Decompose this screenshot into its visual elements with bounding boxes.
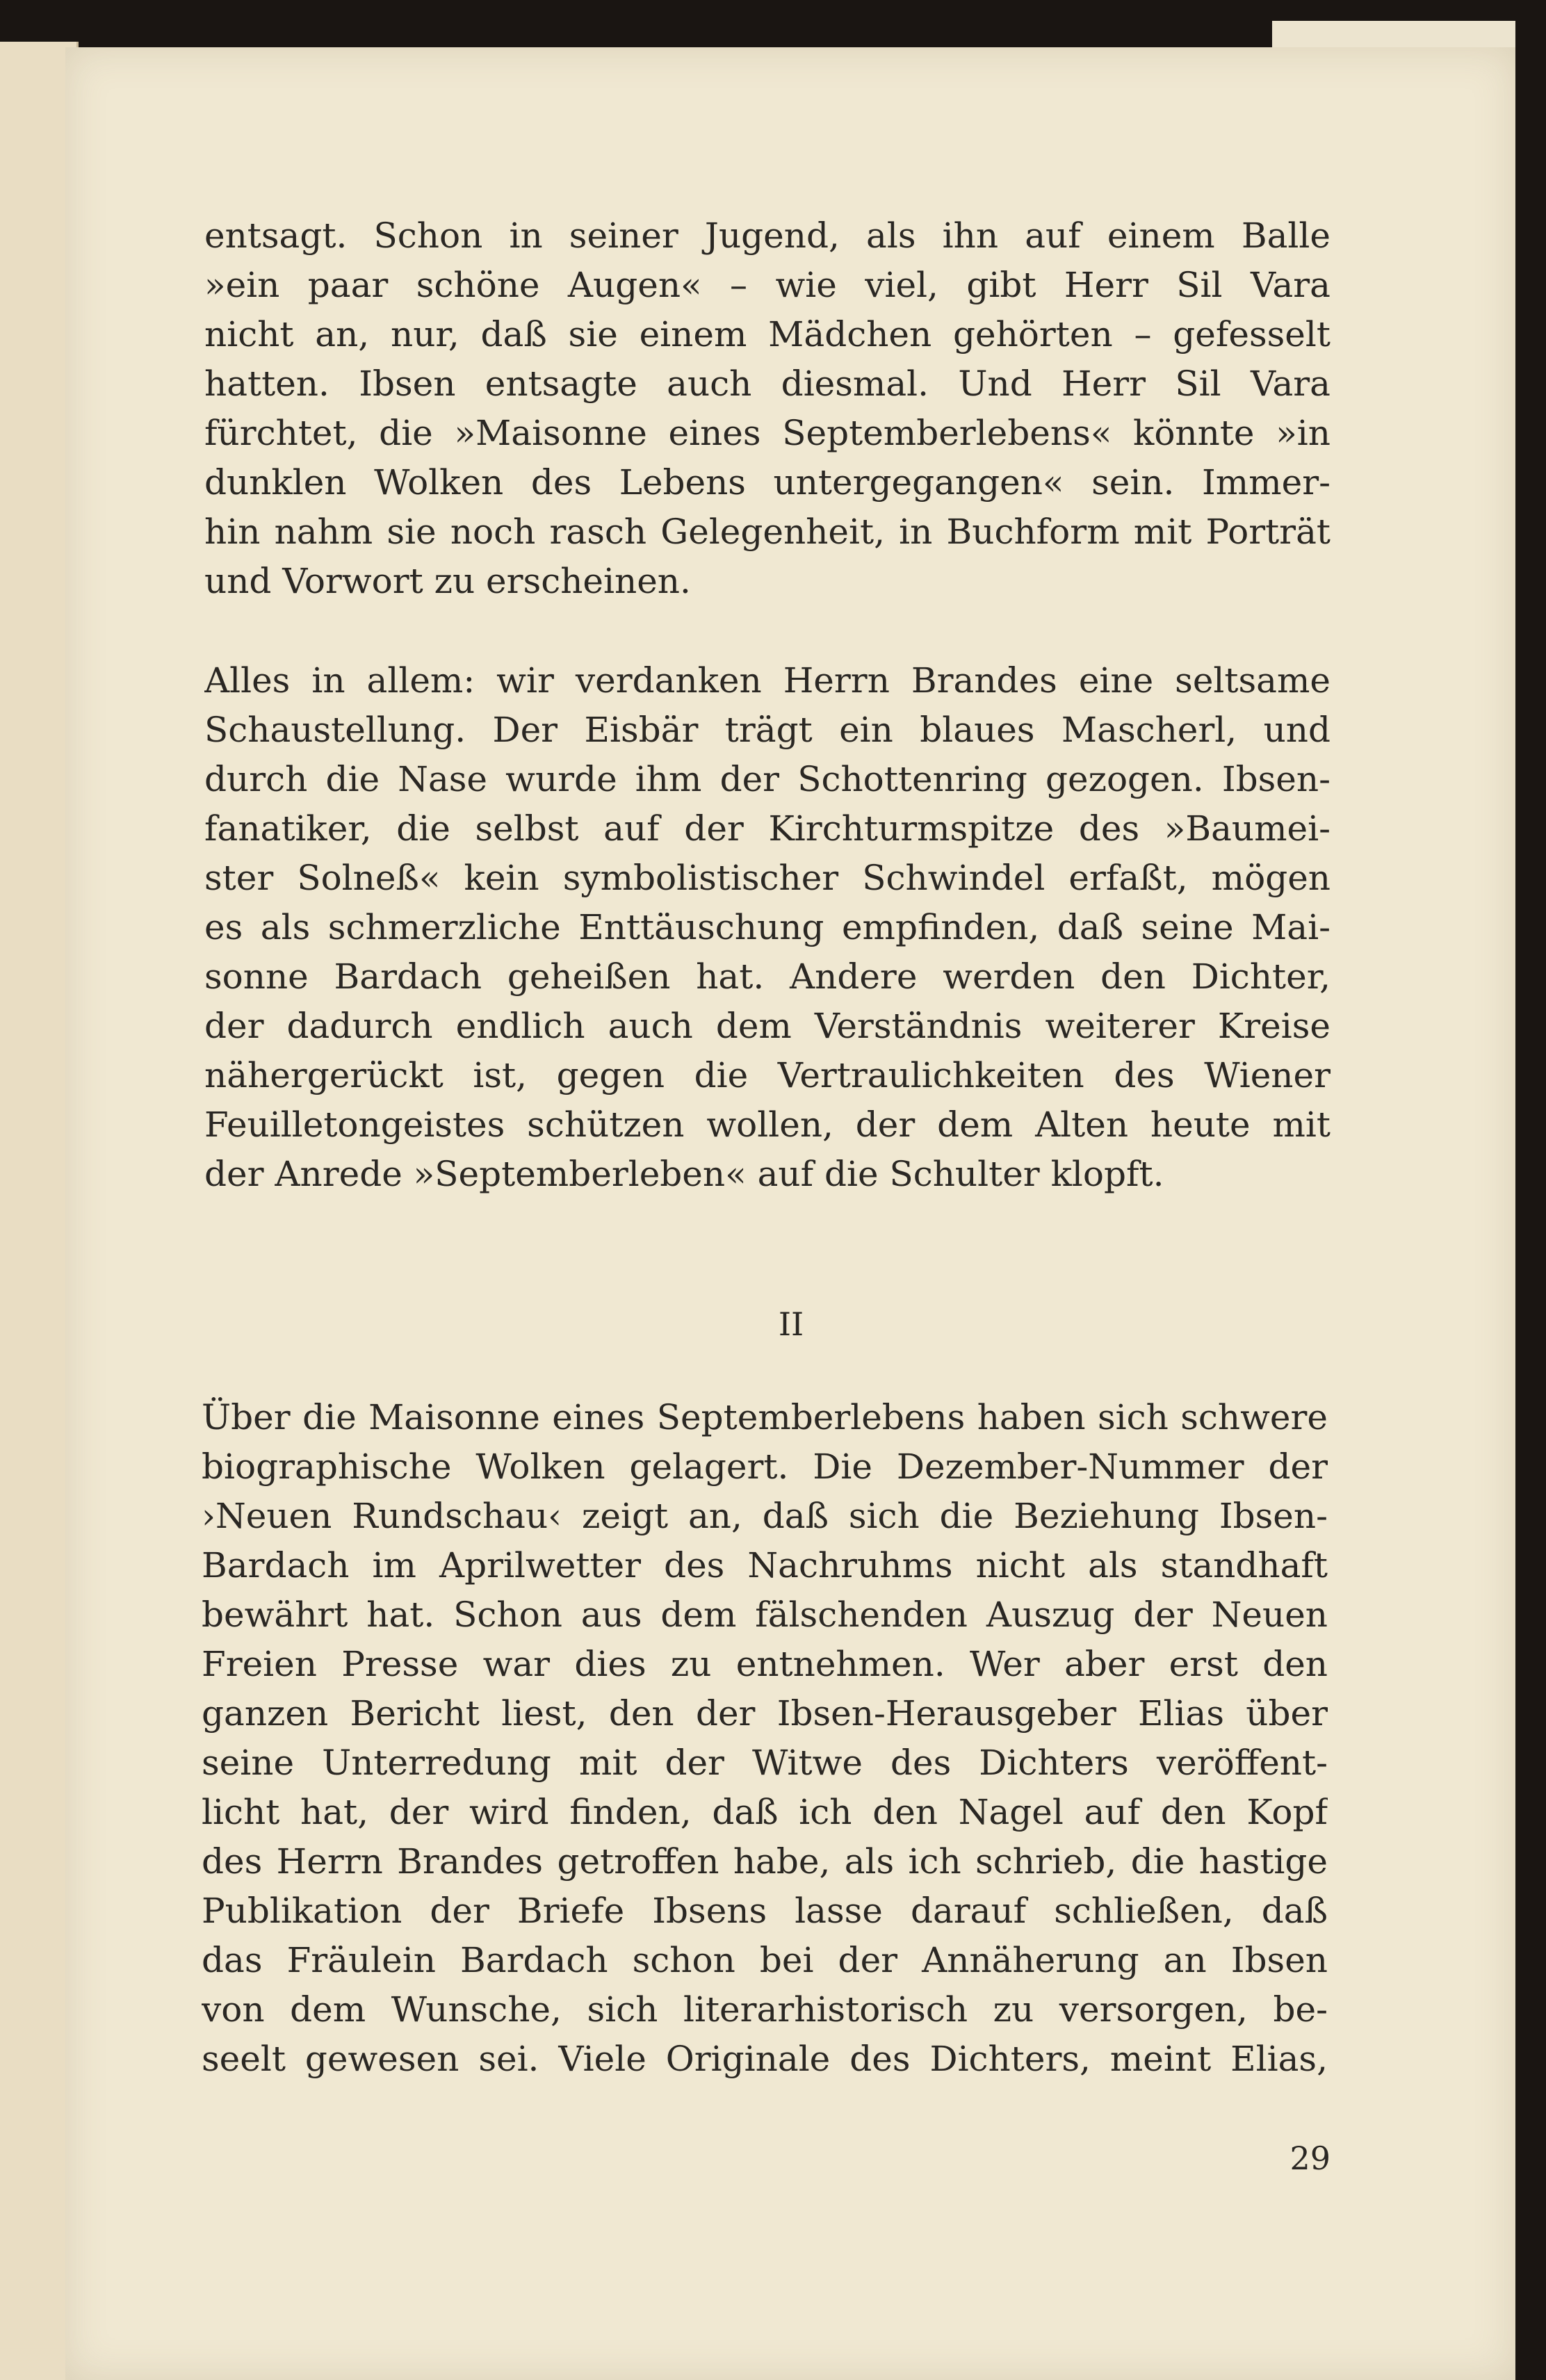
text-line: des Herrn Brandes getroffen habe, als ich schrieb, die hastige: [202, 1841, 1328, 1882]
text-line: dunklen Wolken des Lebens untergegangen« sein. Immer-: [204, 462, 1331, 503]
text-line: Alles in allem: wir verdanken Herrn Brandes eine seltsame: [204, 660, 1331, 701]
text-line: »ein paar schöne Augen« – wie viel, gibt Herr Sil Vara: [204, 265, 1331, 305]
text-line: Freien Presse war dies zu entnehmen. Wer aber erst den: [202, 1644, 1328, 1684]
paragraph-3: [202, 1393, 1328, 2084]
paragraph-1: [204, 211, 1331, 606]
text-line: Bardach im Aprilwetter des Nachruhms nicht als standhaft: [202, 1545, 1328, 1586]
text-line: hin nahm sie noch rasch Gelegenheit, in Buchform mit Porträt: [204, 512, 1331, 552]
text-line: Schaustellung. Der Eisbär trägt ein blaues Mascherl, und: [204, 710, 1331, 750]
section-heading: II: [778, 1305, 804, 1343]
text-line: von dem Wunsche, sich literarhistorisch zu versorgen, be-: [202, 1989, 1328, 2030]
text-line: Feuilletongeistes schützen wollen, der dem Alten heute mit: [204, 1105, 1331, 1145]
text-line: der Anrede »Septemberleben« auf die Schulter klopft.: [204, 1154, 1164, 1194]
text-line: das Fräulein Bardach schon bei der Annäherung an Ibsen: [202, 1940, 1328, 1980]
text-line: seine Unterredung mit der Witwe des Dichters veröffent-: [202, 1743, 1328, 1783]
text-line: biographische Wolken gelagert. Die Dezember-Nummer der: [202, 1446, 1328, 1487]
text-line: hatten. Ibsen entsagte auch diesmal. Und Herr Sil Vara: [204, 364, 1331, 404]
text-line: ster Solneß« kein symbolistischer Schwindel erfaßt, mögen: [204, 858, 1331, 898]
text-line: nicht an, nur, daß sie einem Mädchen gehörten – gefesselt: [204, 314, 1331, 354]
text-line: entsagt. Schon in seiner Jugend, als ihn auf einem Balle: [204, 215, 1331, 256]
text-line: ›Neuen Rundschau‹ zeigt an, daß sich die Beziehung Ibsen-: [202, 1496, 1328, 1536]
text-line: Über die Maisonne eines Septemberlebens haben sich schwere: [202, 1397, 1328, 1437]
text-line: es als schmerzliche Enttäuschung empfinden, daß seine Mai-: [204, 907, 1331, 947]
text-line: seelt gewesen sei. Viele Originale des Dichters, meint Elias,: [202, 2039, 1328, 2079]
text-line: nähergerückt ist, gegen die Vertraulichkeiten des Wiener: [204, 1055, 1331, 1095]
page-number: 29: [1289, 2139, 1331, 2177]
text-line: fanatiker, die selbst auf der Kirchturmspitze des »Baumei-: [204, 808, 1331, 849]
text-line: ganzen Bericht liest, den der Ibsen-Herausgeber Elias über: [202, 1693, 1328, 1734]
text-line: der dadurch endlich auch dem Verständnis weiterer Kreise: [204, 1006, 1331, 1046]
text-line: fürchtet, die »Maisonne eines Septemberlebens« könnte »in: [204, 413, 1331, 453]
text-line: sonne Bardach geheißen hat. Andere werden den Dichter,: [204, 956, 1331, 997]
text-line: licht hat, der wird finden, daß ich den Nagel auf den Kopf: [202, 1792, 1328, 1832]
text-line: Publikation der Briefe Ibsens lasse darauf schließen, daß: [202, 1891, 1328, 1931]
text-line: bewährt hat. Schon aus dem fälschenden Auszug der Neuen: [202, 1595, 1328, 1635]
book-page: [65, 47, 1515, 2380]
text-line: und Vorwort zu erscheinen.: [204, 561, 691, 601]
text-line: durch die Nase wurde ihm der Schottenring gezogen. Ibsen-: [204, 759, 1331, 799]
paragraph-2: [204, 656, 1331, 1199]
